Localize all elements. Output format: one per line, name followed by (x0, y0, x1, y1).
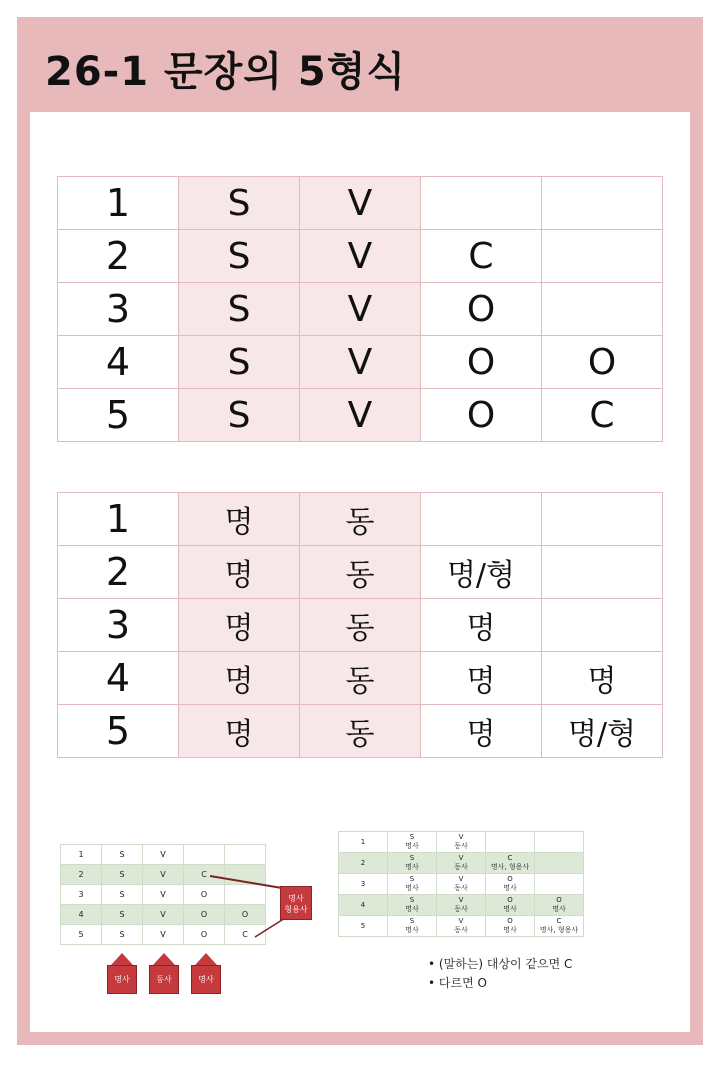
form-number-cell: 2 (58, 546, 179, 599)
table-cell: 동 (300, 705, 421, 758)
form-number-cell: 1 (58, 493, 179, 546)
table-cell: 4 (61, 905, 102, 925)
table-cell: V (143, 905, 184, 925)
table-cell: O (421, 389, 542, 442)
up-arrow-icon (195, 953, 217, 965)
table-cell: 1 (339, 832, 388, 853)
table-cell: O 명사 (486, 895, 535, 916)
table-cell: V (143, 925, 184, 945)
table-cell: V (143, 845, 184, 865)
mini-summary-table (338, 831, 584, 937)
table-row (339, 853, 584, 874)
table-cell: V (300, 283, 421, 336)
table-row (339, 916, 584, 937)
notes-list (428, 955, 572, 993)
table-cell: S (102, 905, 143, 925)
table-cell: 5 (339, 916, 388, 937)
table-cell: S (179, 389, 300, 442)
table-cell: O (421, 283, 542, 336)
table-cell: O (225, 905, 266, 925)
table-cell: S (102, 925, 143, 945)
table-cell: 동 (300, 546, 421, 599)
form-number-cell: 2 (58, 230, 179, 283)
table-cell (535, 853, 584, 874)
table-cell: V (300, 336, 421, 389)
up-arrow-icon (111, 953, 133, 965)
table-cell: V (143, 885, 184, 905)
table-cell (535, 874, 584, 895)
table-cell: C (184, 865, 225, 885)
up-arrow-icon (153, 953, 175, 965)
table-cell: 명 (421, 599, 542, 652)
form-number-cell: 5 (58, 389, 179, 442)
table-cell: V 동사 (437, 853, 486, 874)
table-cell: S 명사 (388, 895, 437, 916)
table-cell: 명/형 (421, 546, 542, 599)
table-cell: C (542, 389, 663, 442)
table-cell: S (179, 230, 300, 283)
table-cell: 명 (179, 493, 300, 546)
form-number-cell: 4 (58, 336, 179, 389)
table-cell (535, 832, 584, 853)
table-cell: 1 (61, 845, 102, 865)
table-cell: 명 (179, 546, 300, 599)
part-of-speech-arrow: 동사 (149, 965, 179, 994)
form-number-cell: 3 (58, 599, 179, 652)
table-cell: O 명사 (535, 895, 584, 916)
table-cell: 명/형 (542, 705, 663, 758)
table-cell: V 동사 (437, 916, 486, 937)
table-cell: S (102, 885, 143, 905)
table-cell: 동 (300, 493, 421, 546)
page-title: 26-1 문장의 5형식 (45, 49, 406, 95)
table-cell: V (300, 177, 421, 230)
table-cell: S 명사 (388, 832, 437, 853)
form-number-cell: 1 (58, 177, 179, 230)
part-of-speech-arrow: 명사 (107, 965, 137, 994)
table-cell: C (421, 230, 542, 283)
table-cell: 3 (61, 885, 102, 905)
table-cell: O (184, 905, 225, 925)
table-row (339, 874, 584, 895)
table-cell: V (300, 389, 421, 442)
table-cell: V (300, 230, 421, 283)
table-cell: V 동사 (437, 895, 486, 916)
noun-adjective-callout: 명사 형용사 (280, 886, 312, 920)
table-cell: V 동사 (437, 832, 486, 853)
table-cell: S 명사 (388, 853, 437, 874)
table-cell: C (225, 925, 266, 945)
table-cell: S (102, 865, 143, 885)
table-cell: 2 (339, 853, 388, 874)
table-cell: 명 (542, 652, 663, 705)
table-cell: S (102, 845, 143, 865)
table-cell: 동 (300, 599, 421, 652)
table-cell: O (542, 336, 663, 389)
table-row (339, 832, 584, 853)
table-cell: 명 (421, 652, 542, 705)
table-cell: 명 (421, 705, 542, 758)
note-item: • (말하는) 대상이 같으면 C (428, 955, 572, 974)
table-cell: S (179, 336, 300, 389)
table-cell: S 명사 (388, 874, 437, 895)
form-number-cell: 4 (58, 652, 179, 705)
table-cell (486, 832, 535, 853)
table-cell: O (184, 885, 225, 905)
table-cell: S (179, 177, 300, 230)
table-cell: O (421, 336, 542, 389)
table-cell: V 동사 (437, 874, 486, 895)
table-cell: 2 (61, 865, 102, 885)
table-cell: 명 (179, 599, 300, 652)
table-cell: 4 (339, 895, 388, 916)
table-cell: S 명사 (388, 916, 437, 937)
note-item: • 다르면 O (428, 974, 572, 993)
table-cell: V (143, 865, 184, 885)
table-cell: 동 (300, 652, 421, 705)
form-number-cell: 5 (58, 705, 179, 758)
part-of-speech-arrow: 명사 (191, 965, 221, 994)
table-cell: 명 (179, 652, 300, 705)
table-cell: C 명사, 형용사 (535, 916, 584, 937)
table-cell: 3 (339, 874, 388, 895)
table-cell: 5 (61, 925, 102, 945)
table-row (339, 895, 584, 916)
table-cell: O 명사 (486, 916, 535, 937)
table-cell: O 명사 (486, 874, 535, 895)
table-cell: O (184, 925, 225, 945)
form-number-cell: 3 (58, 283, 179, 336)
table-cell: S (179, 283, 300, 336)
table-cell: 명 (179, 705, 300, 758)
table-cell: C 명사, 형용사 (486, 853, 535, 874)
